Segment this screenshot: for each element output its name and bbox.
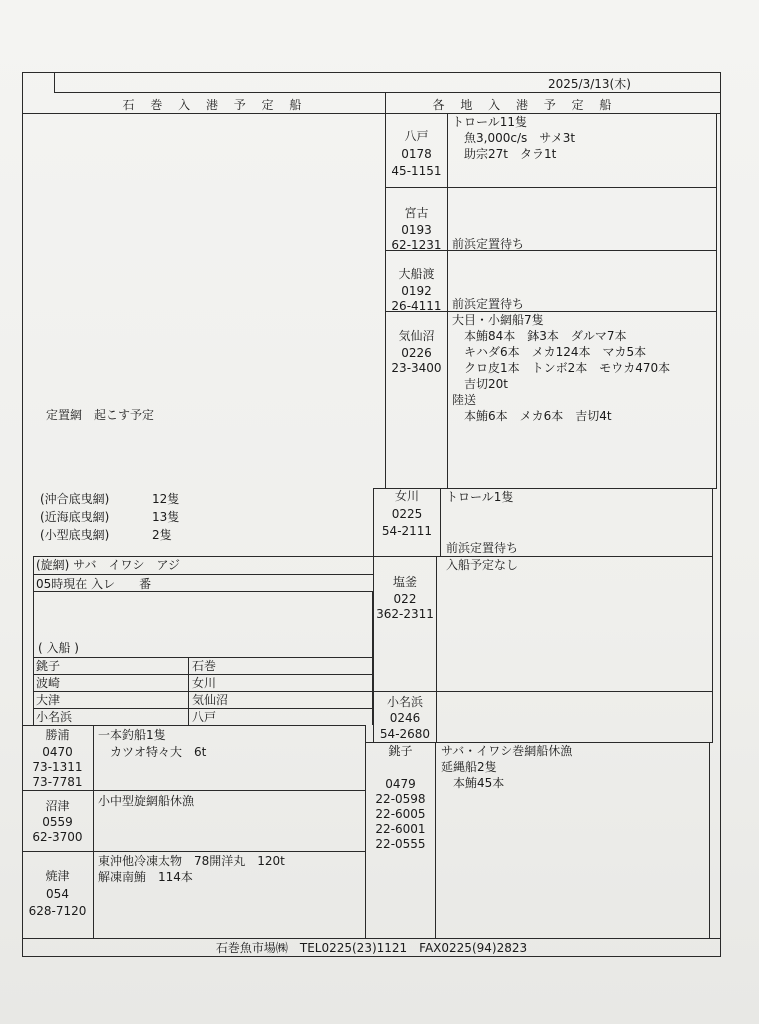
miyako-tel: 0193	[401, 223, 432, 237]
numazu-name: 沼津	[45, 799, 70, 813]
port-grid-cell: 大津	[36, 693, 61, 707]
miyako-line: 前浜定置待ち	[452, 237, 525, 251]
lower-left-sep-2	[22, 851, 366, 852]
footer-text: 石巻魚市場㈱ TEL0225(23)1121 FAX0225(94)2823	[215, 941, 528, 955]
onahama-tel: 54-2680	[379, 727, 431, 741]
ofunato-name: 大船渡	[398, 267, 435, 281]
blank-area	[33, 592, 373, 657]
kesennuma-line: 本鮪84本 鉢3本 ダルマ7本	[452, 329, 627, 343]
yaizu-line: 東沖他冷凍太物 78開洋丸 120t	[98, 854, 285, 868]
hachinohe-tel: 45-1151	[391, 164, 442, 178]
nyusen-label: ( 入船 )	[38, 641, 79, 655]
kesennuma-line: クロ皮1本 トンボ2本 モウカ470本	[452, 361, 671, 375]
ofunato-tel: 26-4111	[391, 299, 442, 313]
katsuura-tel: 0470	[42, 745, 73, 759]
miyako-name: 宮古	[404, 206, 429, 220]
choshi-tel: 0479	[385, 777, 416, 791]
shiogama-tel: 022	[393, 592, 417, 606]
trawl-count-1: 13隻	[152, 510, 180, 524]
shiogama-name: 塩釜	[392, 575, 417, 589]
choshi-tel: 22-6005	[375, 807, 426, 821]
right-edge-upper	[716, 114, 717, 488]
status-text: 05時現在 入レ 番	[36, 577, 152, 591]
other-ports-header: 各 地 入 港 予 定 船	[432, 98, 618, 112]
onagawa-tel: 0225	[391, 507, 423, 521]
ishinomaki-header: 石 巻 入 港 予 定 船	[122, 98, 308, 112]
mid-right-sep-2	[373, 691, 713, 692]
right-sep-1	[385, 187, 717, 188]
hachinohe-line: 魚3,000c/s サメ3t	[452, 131, 576, 145]
choshi-tel: 22-6001	[375, 822, 426, 836]
onagawa-line: トロール1隻	[446, 490, 514, 504]
port-grid-cell: 女川	[192, 676, 217, 690]
choshi-line: 本鮪45本	[441, 776, 505, 790]
kesennuma-line: 大目・小網船7隻	[452, 313, 544, 327]
choshi-line: サバ・イワシ巻網船休漁	[441, 744, 573, 758]
yaizu-tel: 054	[46, 887, 69, 901]
port-grid-cell: 気仙沼	[192, 693, 229, 707]
choshi-tel: 22-0598	[375, 792, 426, 806]
yaizu-tel: 628-7120	[28, 904, 87, 918]
onagawa-name: 女川	[394, 489, 419, 503]
katsuura-tel: 73-7781	[32, 775, 83, 789]
mid-right-divider-1	[440, 488, 441, 556]
kesennuma-name: 気仙沼	[398, 329, 435, 343]
lower-left-divider	[93, 725, 94, 938]
trawl-count-2: 2隻	[152, 528, 172, 542]
trawl-label-1: (近海底曳網)	[40, 510, 110, 524]
numazu-tel: 0559	[42, 815, 73, 829]
choshi-tel: 22-0555	[375, 837, 426, 851]
lower-left-top	[22, 725, 366, 726]
port-grid-cell: 八戸	[192, 710, 217, 724]
mid-right-sep-1	[373, 556, 713, 557]
date: 2025/3/13(木)	[548, 77, 631, 91]
kesennuma-line: キハダ6本 メカ124本 マカ5本	[452, 345, 647, 359]
yaizu-line: 解凍南鮪 114本	[98, 870, 193, 884]
kesennuma-line: 陸送	[452, 393, 477, 407]
port-grid-cell: 波崎	[36, 676, 61, 690]
katsuura-line: 一本釣船1隻	[98, 728, 166, 742]
hachinohe-tel: 0178	[401, 147, 432, 161]
onahama-name: 小名浜	[386, 695, 423, 709]
port-grid-cell: 小名浜	[36, 710, 73, 724]
trawl-label-0: (沖合底曳網)	[40, 492, 110, 506]
kesennuma-line: 本鮪6本 メカ6本 吉切4t	[452, 409, 612, 423]
kesennuma-tel: 23-3400	[391, 361, 442, 375]
footer-row	[22, 938, 721, 939]
hachinohe-line: 助宗27t タラ1t	[452, 147, 557, 161]
trawl-label-2: (小型底曳網)	[40, 528, 110, 542]
choshi-name: 銚子	[388, 744, 413, 758]
choshi-divider	[435, 742, 436, 938]
lower-left-sep-1	[22, 790, 366, 791]
mid-right-edge	[712, 488, 713, 742]
numazu-line: 小中型旋網船休漁	[98, 794, 195, 808]
yaizu-name: 焼津	[45, 869, 70, 883]
hachinohe-name: 八戸	[404, 129, 429, 143]
choshi-right-edge	[709, 742, 710, 938]
ofunato-line: 前浜定置待ち	[452, 297, 525, 311]
trawl-count-0: 12隻	[152, 492, 180, 506]
right-divider-upper	[447, 114, 448, 488]
hachinohe-line: トロール11隻	[452, 115, 528, 129]
onahama-tel: 0246	[389, 711, 421, 725]
port-grid-cell: 石巻	[192, 659, 217, 673]
numazu-tel: 62-3700	[32, 830, 83, 844]
shiogama-line: 入船予定なし	[446, 558, 519, 572]
katsuura-line: カツオ特々大 6t	[98, 745, 207, 759]
teichiami-note: 定置網 起こす予定	[46, 408, 155, 422]
katsuura-name: 勝浦	[45, 728, 70, 742]
ofunato-tel: 0192	[401, 284, 432, 298]
kesennuma-line: 吉切20t	[452, 377, 508, 391]
mid-right-divider-2	[436, 556, 437, 742]
port-grid-cell: 銚子	[36, 659, 61, 673]
miyako-tel: 62-1231	[391, 238, 442, 252]
onagawa-line: 前浜定置待ち	[446, 541, 519, 555]
makiami-label: (旋網) サバ イワシ アジ	[36, 558, 180, 572]
onagawa-tel: 54-2111	[381, 524, 433, 538]
kesennuma-tel: 0226	[401, 346, 432, 360]
katsuura-tel: 73-1311	[32, 760, 83, 774]
shiogama-tel: 362-2311	[376, 607, 434, 621]
choshi-line: 延縄船2隻	[441, 760, 497, 774]
